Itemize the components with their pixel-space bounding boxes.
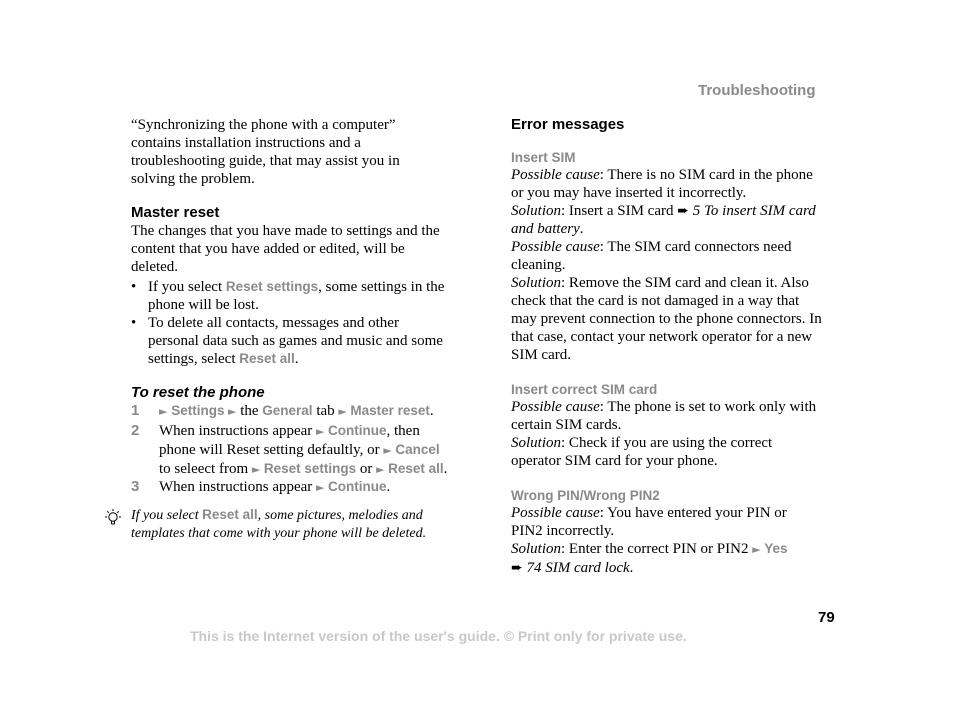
body-line: Possible cause: There is no SIM card in the phone xyxy=(511,167,813,183)
arrow-icon: ► xyxy=(224,405,237,418)
body-line: ➨ 74 SIM card lock. xyxy=(511,560,634,576)
bullet-item xyxy=(131,278,471,314)
ui-label: General xyxy=(262,403,313,418)
body-line: The changes that you have made to settings and the xyxy=(131,223,440,239)
body-line: that case, contact your network operator for a new xyxy=(511,329,813,345)
intro-line: “Synchronizing the phone with a computer” xyxy=(131,117,396,133)
step-number: 2 xyxy=(131,422,140,439)
wrong-pin-title: Wrong PIN/Wrong PIN2 xyxy=(511,488,660,503)
body-line: or you may have inserted it incorrectly. xyxy=(511,185,747,201)
tip-note xyxy=(131,506,426,543)
intro-line: contains installation instructions and a xyxy=(131,135,361,151)
tip-line: templates that come with your phone will be deleted. xyxy=(131,526,427,541)
bullet-line: personal data such as games and music and some xyxy=(148,333,443,349)
insert-sim-title: Insert SIM xyxy=(511,150,576,165)
body-line: Solution: Insert a SIM card ➨ 5 To insert SIM card xyxy=(511,203,816,219)
body-line: Possible cause: You have entered your PIN or xyxy=(511,505,787,521)
tip-line: If you select Reset all, some pictures, melodies and xyxy=(131,507,423,523)
body-line: certain SIM cards. xyxy=(511,417,622,433)
body-line: content that you have added or edited, will be xyxy=(131,241,405,257)
ui-label: Reset all xyxy=(239,351,295,366)
arrow-icon: ► xyxy=(159,405,168,418)
ui-label: Master reset xyxy=(350,403,430,418)
arrow-icon: ► xyxy=(316,425,328,438)
insert-correct-sim-body xyxy=(511,398,816,470)
page-number: 79 xyxy=(818,609,835,626)
body-line: SIM card. xyxy=(511,347,571,363)
body-line: Solution: Remove the SIM card and clean it. Also xyxy=(511,275,809,291)
bullet-line: phone will be lost. xyxy=(148,297,259,313)
arrow-icon: ► xyxy=(338,405,351,418)
step-3: 3 When instructions appear ► Continue. xyxy=(131,478,391,495)
bullet-marker: • xyxy=(131,279,137,295)
master-reset-body xyxy=(131,222,440,276)
body-line: check that the card is not damaged in a way that xyxy=(511,293,800,309)
ui-label: Continue xyxy=(328,423,387,438)
step-2 xyxy=(131,422,471,476)
arrow-icon: ► xyxy=(383,444,396,457)
arrow-icon: ► xyxy=(376,463,389,476)
step-line: to seleect from ► Reset settings or ► Reset all. xyxy=(159,461,448,477)
step-line: When instructions appear ► Continue, then xyxy=(159,423,420,439)
body-line: Possible cause: The SIM card connectors need xyxy=(511,239,792,255)
master-reset-heading: Master reset xyxy=(131,204,220,221)
ui-label: Reset settings xyxy=(225,279,319,294)
wrong-pin-body xyxy=(511,504,787,577)
arrow-icon: ► xyxy=(316,481,328,494)
reference-arrow-icon: ➨ xyxy=(677,203,689,219)
body-line: may prevent connection to the phone connectors. In xyxy=(511,311,822,327)
ui-label: Cancel xyxy=(395,442,440,457)
footer-notice: This is the Internet version of the user's guide. © Print only for private use. xyxy=(190,628,687,644)
bullet-line: settings, select Reset all. xyxy=(148,351,299,367)
body-line: operator SIM card for your phone. xyxy=(511,453,718,469)
running-header: Troubleshooting xyxy=(698,82,816,99)
step-number: 3 xyxy=(131,478,140,495)
body-line: cleaning. xyxy=(511,257,566,273)
bullet-item xyxy=(131,314,471,368)
step-1: 1 ► Settings ► the General tab ► Master reset. xyxy=(131,402,434,419)
insert-correct-sim-title: Insert correct SIM card xyxy=(511,382,658,397)
step-line: phone will Reset setting defaultly, or ► Cancel xyxy=(159,442,440,458)
arrow-icon: ► xyxy=(752,543,765,556)
intro-paragraph xyxy=(131,116,400,188)
insert-sim-body xyxy=(511,166,822,364)
intro-line: solving the problem. xyxy=(131,171,255,187)
body-line: and battery. xyxy=(511,221,584,237)
ui-label: Reset settings xyxy=(263,461,357,476)
ui-label: Yes xyxy=(764,541,788,556)
step-number: 1 xyxy=(131,402,140,419)
arrow-icon: ► xyxy=(251,463,264,476)
body-line: deleted. xyxy=(131,259,179,275)
bullet-line: If you select Reset settings, some settings in the xyxy=(148,279,445,295)
body-line: Solution: Enter the correct PIN or PIN2 ► Yes xyxy=(511,541,788,557)
bullet-marker: • xyxy=(131,315,137,331)
lightbulb-icon xyxy=(103,508,123,530)
body-line: Possible cause: The phone is set to work only with xyxy=(511,399,817,415)
ui-label: Reset all xyxy=(388,461,444,476)
intro-line: troubleshooting guide, that may assist you in xyxy=(131,153,400,169)
ui-label: Continue xyxy=(328,479,387,494)
bullet-line: To delete all contacts, messages and other xyxy=(148,315,399,331)
error-messages-heading: Error messages xyxy=(511,116,625,133)
reference-arrow-icon: ➨ xyxy=(511,560,523,576)
body-line: Solution: Check if you are using the correct xyxy=(511,435,773,451)
ui-label: Settings xyxy=(171,403,225,418)
ui-label: Reset all xyxy=(202,507,258,522)
to-reset-heading: To reset the phone xyxy=(131,384,265,401)
body-line: PIN2 incorrectly. xyxy=(511,523,615,539)
